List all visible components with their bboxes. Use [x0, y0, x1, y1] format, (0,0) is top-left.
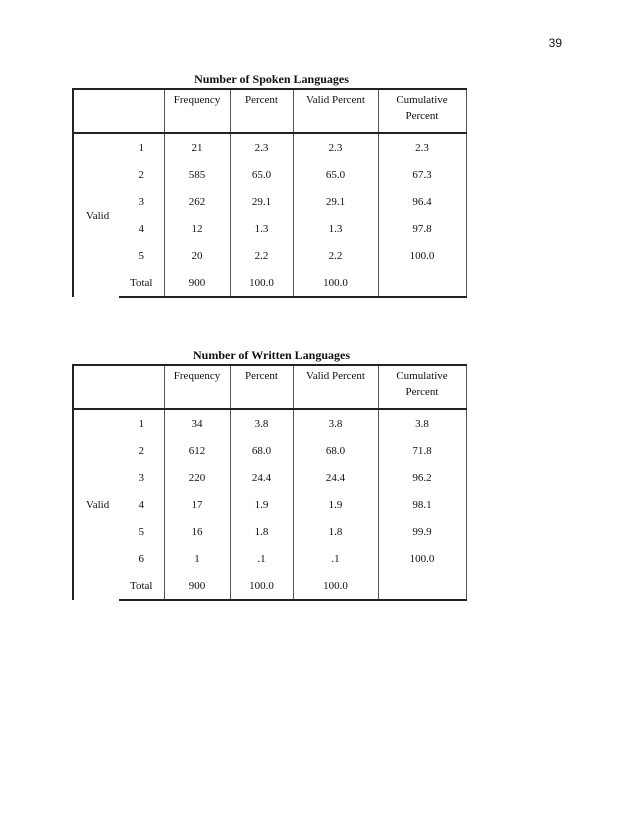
cumulative-cell: 96.4: [378, 188, 466, 215]
table-row: [73, 215, 466, 242]
row-label: 2: [119, 161, 164, 188]
row-label: 6: [119, 545, 164, 572]
valid-percent-cell: 1.8: [293, 518, 378, 545]
row-label: 1: [119, 133, 164, 161]
table-row: [73, 572, 466, 600]
table-row: [73, 269, 466, 297]
written-languages-table-block: [72, 346, 465, 601]
percent-cell: 29.1: [230, 188, 293, 215]
cumulative-cell: 100.0: [378, 242, 466, 269]
valid-percent-cell: 24.4: [293, 464, 378, 491]
valid-percent-cell: 100.0: [293, 269, 378, 297]
row-label: 4: [119, 491, 164, 518]
frequency-cell: 900: [164, 572, 230, 600]
valid-percent-cell: 29.1: [293, 188, 378, 215]
frequency-cell: 34: [164, 409, 230, 437]
frequency-cell: 1: [164, 545, 230, 572]
frequency-cell: 900: [164, 269, 230, 297]
row-label: Total: [119, 269, 164, 297]
frequency-table: [72, 364, 467, 601]
column-header: Percent: [230, 89, 293, 133]
cumulative-cell: [378, 572, 466, 600]
table-header-row: [73, 365, 466, 409]
header-corner-cell: [73, 89, 164, 133]
frequency-cell: 12: [164, 215, 230, 242]
row-label: 4: [119, 215, 164, 242]
valid-percent-cell: 68.0: [293, 437, 378, 464]
valid-percent-cell: 2.3: [293, 133, 378, 161]
row-label: 5: [119, 518, 164, 545]
column-header: Percent: [230, 365, 293, 409]
percent-cell: 100.0: [230, 269, 293, 297]
column-header: Cumulative Percent: [378, 365, 466, 409]
valid-percent-cell: 100.0: [293, 572, 378, 600]
row-label: Total: [119, 572, 164, 600]
row-label: 3: [119, 188, 164, 215]
percent-cell: 24.4: [230, 464, 293, 491]
percent-cell: 1.8: [230, 518, 293, 545]
cumulative-cell: 100.0: [378, 545, 466, 572]
cumulative-cell: 98.1: [378, 491, 466, 518]
table-row: [73, 188, 466, 215]
header-corner-cell: [73, 365, 164, 409]
frequency-cell: 220: [164, 464, 230, 491]
valid-percent-cell: 1.3: [293, 215, 378, 242]
table-title: Number of Spoken Languages: [194, 72, 349, 86]
cumulative-cell: 97.8: [378, 215, 466, 242]
table-row: [73, 437, 466, 464]
table-row: [73, 518, 466, 545]
frequency-cell: 262: [164, 188, 230, 215]
percent-cell: 1.3: [230, 215, 293, 242]
column-header: Frequency: [164, 89, 230, 133]
row-label: 2: [119, 437, 164, 464]
row-label: 1: [119, 409, 164, 437]
frequency-cell: 20: [164, 242, 230, 269]
table-row: [73, 464, 466, 491]
valid-group-label: Valid: [73, 409, 119, 600]
frequency-cell: 21: [164, 133, 230, 161]
percent-cell: 2.2: [230, 242, 293, 269]
valid-percent-cell: 3.8: [293, 409, 378, 437]
cumulative-cell: 2.3: [378, 133, 466, 161]
frequency-cell: 17: [164, 491, 230, 518]
cumulative-cell: 96.2: [378, 464, 466, 491]
percent-cell: 2.3: [230, 133, 293, 161]
column-header: Valid Percent: [293, 365, 378, 409]
percent-cell: 1.9: [230, 491, 293, 518]
percent-cell: 3.8: [230, 409, 293, 437]
cumulative-cell: 71.8: [378, 437, 466, 464]
spoken-languages-table-block: [72, 70, 465, 298]
percent-cell: 68.0: [230, 437, 293, 464]
table-row: [73, 409, 466, 437]
table-row: [73, 161, 466, 188]
column-header: Cumulative Percent: [378, 89, 466, 133]
cumulative-cell: 67.3: [378, 161, 466, 188]
cumulative-cell: 3.8: [378, 409, 466, 437]
frequency-table: [72, 88, 467, 298]
valid-group-label: Valid: [73, 133, 119, 297]
valid-percent-cell: 1.9: [293, 491, 378, 518]
valid-percent-cell: 2.2: [293, 242, 378, 269]
frequency-cell: 612: [164, 437, 230, 464]
row-label: 3: [119, 464, 164, 491]
percent-cell: 65.0: [230, 161, 293, 188]
table-row: [73, 133, 466, 161]
page-number: 39: [548, 36, 562, 50]
valid-percent-cell: 65.0: [293, 161, 378, 188]
table-row: [73, 491, 466, 518]
row-label: 5: [119, 242, 164, 269]
column-header: Valid Percent: [293, 89, 378, 133]
percent-cell: 100.0: [230, 572, 293, 600]
table-row: [73, 545, 466, 572]
percent-cell: .1: [230, 545, 293, 572]
table-row: [73, 242, 466, 269]
table-title: Number of Written Languages: [192, 348, 350, 362]
column-header: Frequency: [164, 365, 230, 409]
frequency-cell: 16: [164, 518, 230, 545]
cumulative-cell: [378, 269, 466, 297]
valid-percent-cell: .1: [293, 545, 378, 572]
table-header-row: [73, 89, 466, 133]
frequency-cell: 585: [164, 161, 230, 188]
cumulative-cell: 99.9: [378, 518, 466, 545]
